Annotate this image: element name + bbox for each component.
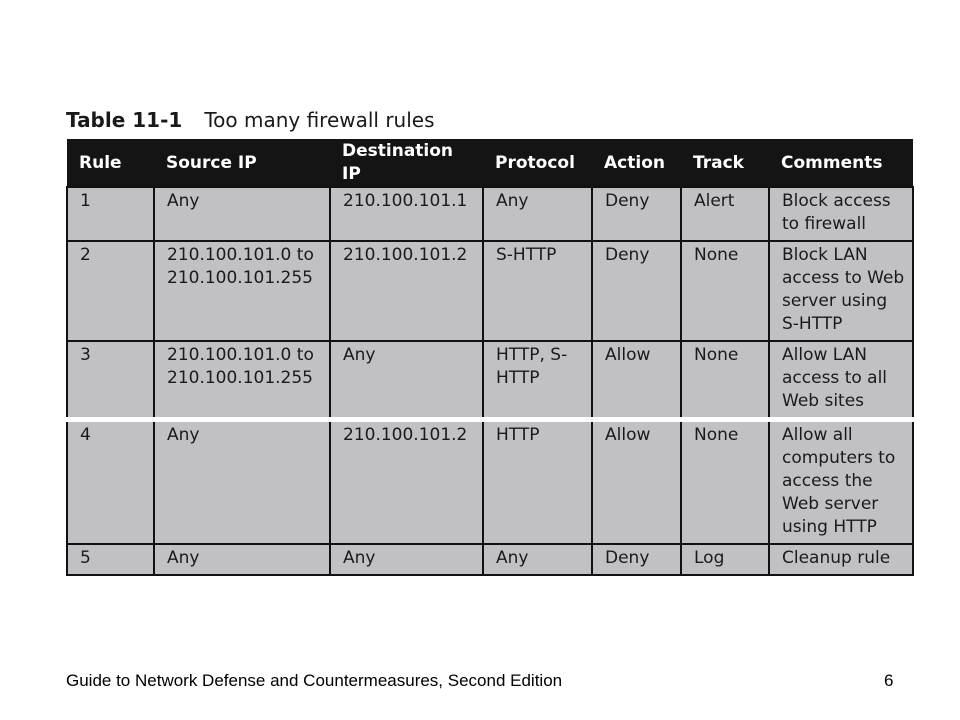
cell-protocol: Any — [483, 187, 592, 241]
table-row — [67, 187, 913, 241]
header-rule: Rule — [67, 139, 154, 187]
cell-destination-ip: 210.100.101.2 — [330, 241, 483, 341]
cell-source-ip: Any — [154, 544, 330, 575]
table-number: Table 11-1 — [66, 108, 183, 132]
cell-rule: 5 — [67, 544, 154, 575]
cell-track: None — [681, 241, 769, 341]
cell-rule: 2 — [67, 241, 154, 341]
cell-source-ip: Any — [154, 420, 330, 545]
cell-protocol: S-HTTP — [483, 241, 592, 341]
cell-track: None — [681, 341, 769, 420]
cell-comments: Allow all computers to access the Web server using HTTP — [769, 420, 913, 545]
cell-source-ip: 210.100.101.0 to 210.100.101.255 — [154, 341, 330, 420]
cell-track: Log — [681, 544, 769, 575]
cell-comments: Allow LAN access to all Web sites — [769, 341, 913, 420]
cell-destination-ip: 210.100.101.2 — [330, 420, 483, 545]
cell-source-ip: Any — [154, 187, 330, 241]
cell-rule: 1 — [67, 187, 154, 241]
cell-rule: 3 — [67, 341, 154, 420]
cell-comments: Cleanup rule — [769, 544, 913, 575]
table-title: Too many firewall rules — [204, 108, 435, 132]
cell-comments: Block LAN access to Web server using S-HTTP — [769, 241, 913, 341]
cell-track: None — [681, 420, 769, 545]
header-destination-ip: Destination IP — [330, 139, 483, 187]
header-track: Track — [681, 139, 769, 187]
cell-action: Deny — [592, 241, 681, 341]
firewall-rules-table — [66, 139, 914, 576]
header-protocol: Protocol — [483, 139, 592, 187]
table-row — [67, 341, 913, 420]
cell-rule: 4 — [67, 420, 154, 545]
cell-action: Allow — [592, 341, 681, 420]
table-caption — [66, 106, 435, 134]
cell-protocol: Any — [483, 544, 592, 575]
footer-page-number: 6 — [884, 671, 894, 690]
table-row — [67, 544, 913, 575]
cell-destination-ip: 210.100.101.1 — [330, 187, 483, 241]
table-row — [67, 420, 913, 545]
cell-action: Allow — [592, 420, 681, 545]
table-row — [67, 241, 913, 341]
cell-track: Alert — [681, 187, 769, 241]
cell-destination-ip: Any — [330, 544, 483, 575]
footer-book-title: Guide to Network Defense and Countermeasures, Second Edition — [66, 671, 563, 690]
cell-protocol: HTTP — [483, 420, 592, 545]
cell-source-ip: 210.100.101.0 to 210.100.101.255 — [154, 241, 330, 341]
cell-destination-ip: Any — [330, 341, 483, 420]
header-source-ip: Source IP — [154, 139, 330, 187]
cell-comments: Block access to firewall — [769, 187, 913, 241]
cell-action: Deny — [592, 187, 681, 241]
header-action: Action — [592, 139, 681, 187]
cell-action: Deny — [592, 544, 681, 575]
header-row — [67, 139, 913, 187]
header-comments: Comments — [769, 139, 913, 187]
cell-protocol: HTTP, S-HTTP — [483, 341, 592, 420]
